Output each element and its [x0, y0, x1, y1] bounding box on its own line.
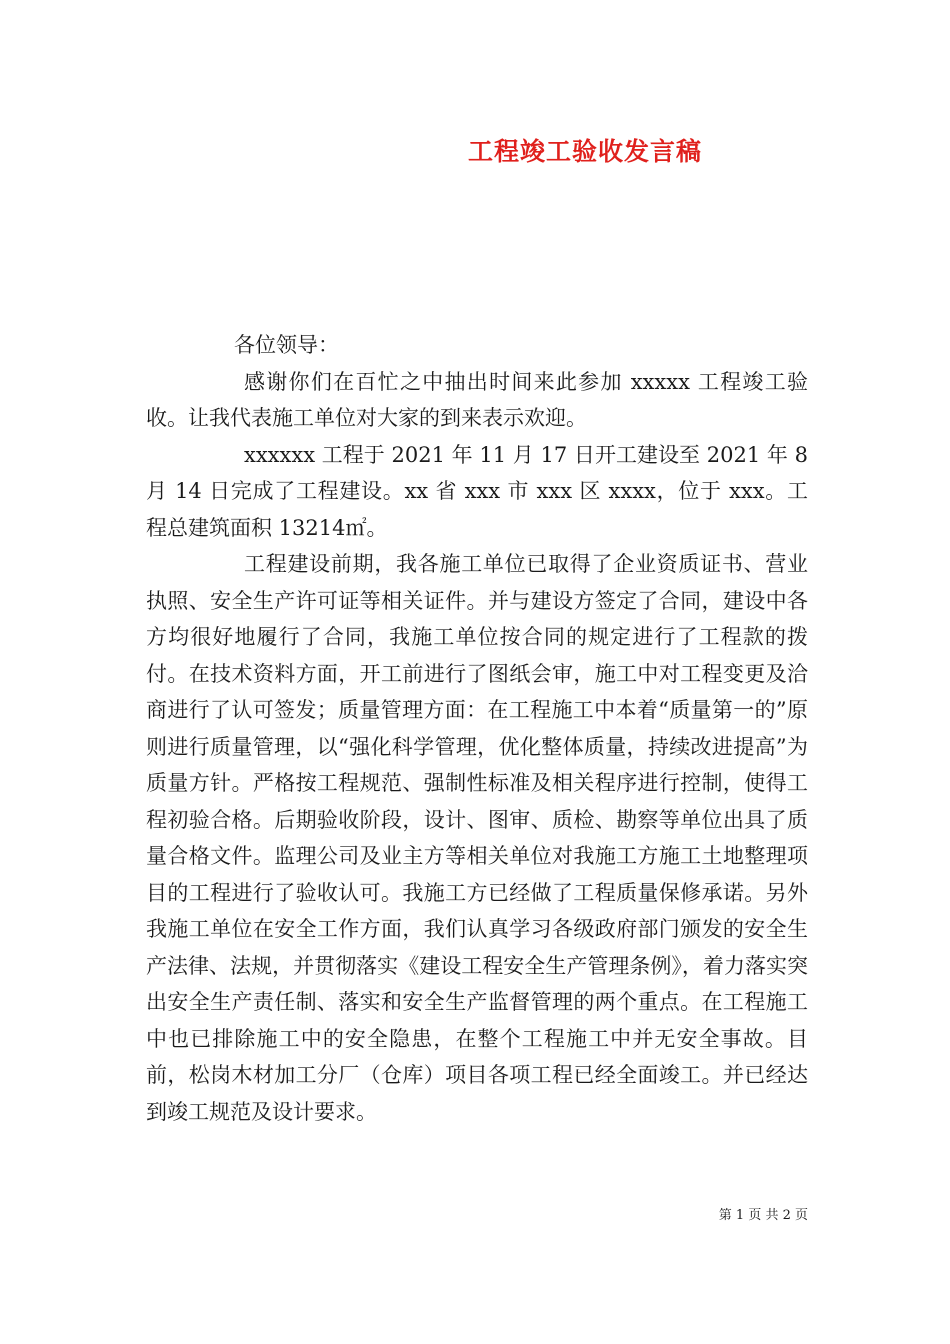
- page-number: 第 1 页 共 2 页: [718, 1208, 808, 1223]
- salutation: 各位领导：: [234, 333, 339, 357]
- paragraph-construction-details: 工程建设前期，我各施工单位已取得了企业资质证书、营业执照、安全生产许可证等相关证件。并与建设方签定了合同，建设中各方均很好地履行了合同，我施工单位按合同的规定进行了工程款的拨付。在技术资料方面，开工前进行了图纸会审，施工中对工程变更及洽商进行了认可签发；质量管理方面：在工程施工中本着“质量第一的”原则进行质量管理，以“强化科学管理，优化整体质量，持续改进提高”为质量方针。严格按工程规范、强制性标准及相关程序进行控制，使得工程初验合格。后期验收阶段，设计、图审、质检、勘察等单位出具了质量合格文件。监理公司及业主方等相关单位对我施工方施工土地整理项目的工程进行了验收认可。我施工方已经做了工程质量保修承诺。另外我施工单位在安全工作方面，我们认真学习各级政府部门颁发的安全生产法律、法规，并贯彻落实《建设工程安全生产管理条例》，着力落实突出安全生产责任制、落实和安全生产监督管理的两个重点。在工程施工中也已排除施工中的安全隐患，在整个工程施工中并无安全事故。目前，松岗木材加工分厂（仓库）项目各项工程已经全面竣工。并已经达到竣工规范及设计要求。: [146, 552, 808, 1124]
- paragraph-welcome: 感谢你们在百忙之中抽出时间来此参加 xxxxx 工程竣工验收。让我代表施工单位对大家的到来表示欢迎。: [146, 369, 808, 430]
- paragraph-project-info: xxxxxx 工程于 2021 年 11 月 17 日开工建设至 2021 年 8 月 14 日完成了工程建设。xx 省 xxx 市 xxx 区 xxxx，位于 xxx。工程总建筑面积 13214㎡。: [146, 442, 808, 540]
- page-title: 工程竣工验收发言稿: [467, 137, 702, 166]
- document-body: [146, 327, 808, 1130]
